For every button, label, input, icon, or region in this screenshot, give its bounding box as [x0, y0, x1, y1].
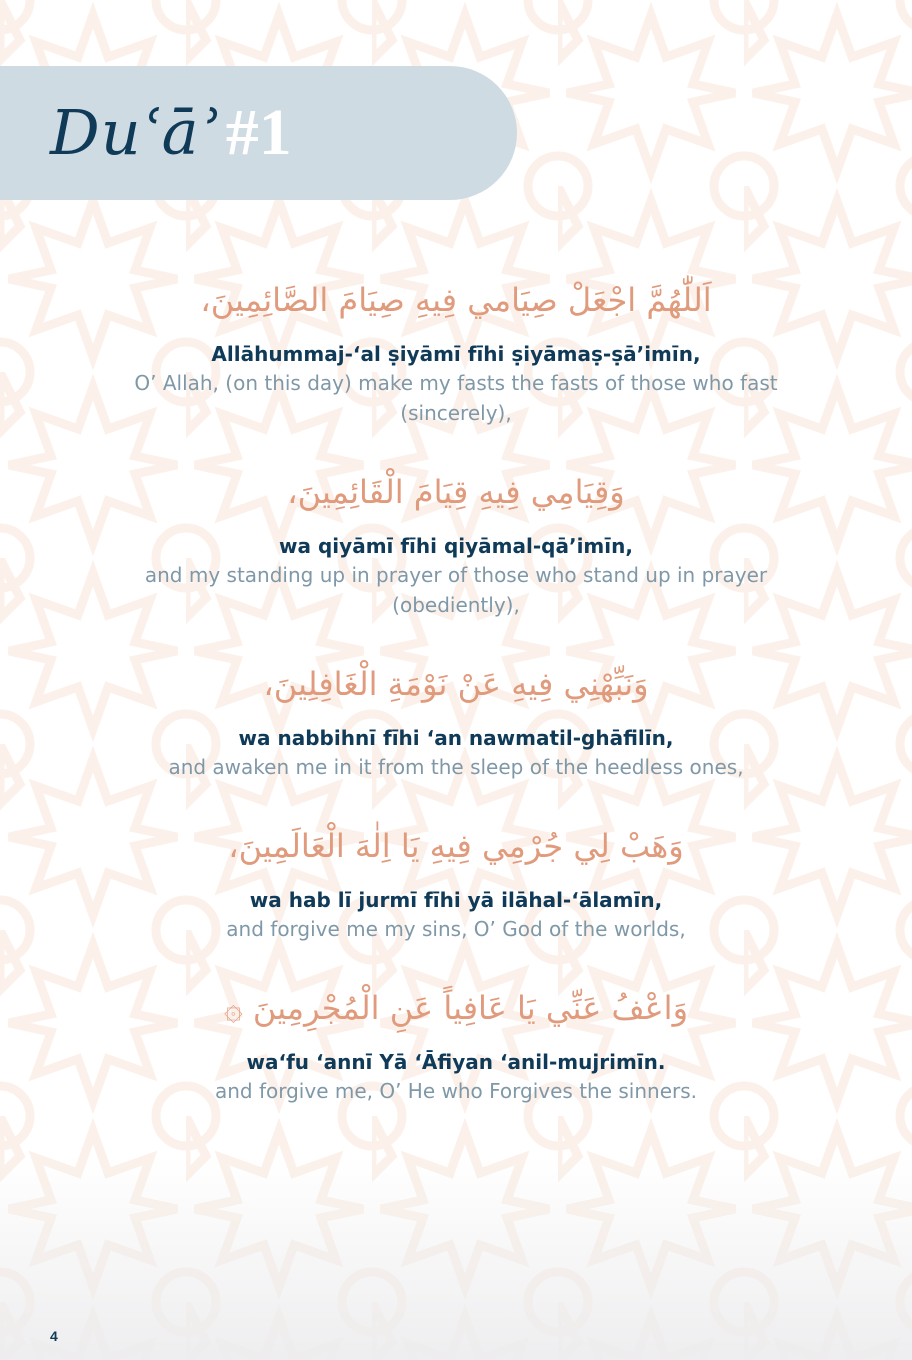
page-title	[50, 95, 292, 171]
verse	[86, 654, 826, 782]
transliteration: wa hab lī jurmī fīhi yā ilāhal-ʻālamīn,	[249, 888, 663, 912]
arabic-text: وَهَبْ لِي جُرْمِي فِيهِ يَا اِلٰهَ الْعَالَمِينَ،	[228, 827, 684, 865]
title-script: Duʿāʾ	[50, 96, 220, 169]
verse	[86, 816, 826, 944]
transliteration: waʻfu ʻannī Yā ʻĀfiyan ʻanil-mujrimīn.	[246, 1050, 666, 1074]
translation: and my standing up in prayer of those who stand up in prayer (obediently),	[144, 563, 768, 617]
page-number: 4	[50, 1328, 58, 1344]
arabic-text: اَللّٰهُمَّ اجْعَلْ صِيَامي فِيهِ صِيَامَ الصَّائِمِينَ،	[200, 281, 712, 319]
transliteration: Allāhummaj-ʻal ṣiyāmī fīhi ṣiyāmaṣ-ṣāʼimīn,	[211, 342, 701, 366]
title-number: #1	[225, 96, 292, 169]
header-band	[0, 66, 517, 200]
arabic-text: وَنَبِّهْنِي فِيهِ عَنْ نَوْمَةِ الْغَافِلِينَ،	[263, 665, 649, 703]
transliteration: wa qiyāmī fīhi qiyāmal-qāʼimīn,	[279, 534, 633, 558]
translation: and awaken me in it from the sleep of the heedless ones,	[168, 755, 744, 779]
translation: and forgive me, O’ He who Forgives the sinners.	[214, 1079, 698, 1103]
dua-content	[0, 270, 912, 1106]
verse	[86, 462, 826, 620]
arabic-text: وَاعْفُ عَنِّي يَا عَافِياً عَنِ الْمُجْرِمِينَ ۞	[223, 989, 689, 1027]
verse	[86, 270, 826, 428]
arabic-text: وَقِيَامِي فِيهِ قِيَامَ الْقَائِمِينَ،	[287, 473, 625, 511]
translation: O’ Allah, (on this day) make my fasts the fasts of those who fast (sincerely),	[134, 371, 778, 425]
translation: and forgive me my sins, O’ God of the worlds,	[226, 917, 686, 941]
verse	[86, 978, 826, 1106]
transliteration: wa nabbihnī fīhi ʻan nawmatil-ghāfilīn,	[238, 726, 674, 750]
